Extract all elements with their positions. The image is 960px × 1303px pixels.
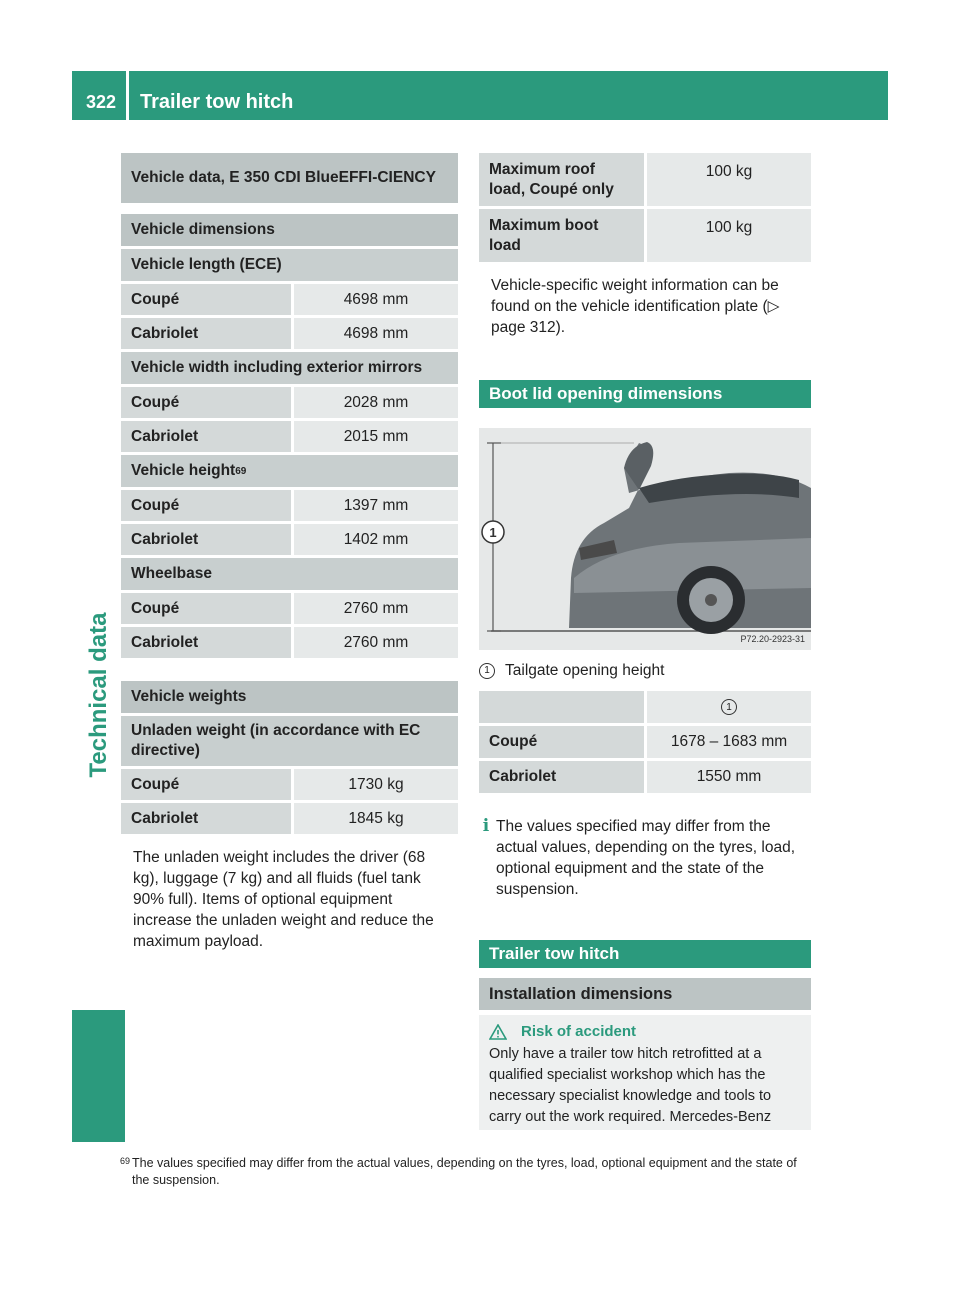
table-row (121, 627, 458, 658)
page-title: Trailer tow hitch (140, 91, 294, 113)
row-value: 2015 mm (294, 421, 458, 452)
row-label: Cabriolet (121, 421, 291, 452)
row-value: 4698 mm (294, 284, 458, 315)
table-row (121, 421, 458, 452)
unladen-header: Unladen weight (in accordance with EC directive) (121, 716, 458, 766)
vehicle-dimensions-header: Vehicle dimensions (121, 214, 458, 246)
row-label: Cabriolet (121, 318, 291, 349)
boot-lid-title: Boot lid opening dimensions (479, 380, 811, 408)
empty-header-cell (479, 691, 644, 723)
installation-header: Installation dimensions (479, 978, 811, 1010)
warning-triangle-icon (489, 1024, 507, 1040)
image-code: P72.20-2923-31 (740, 634, 805, 644)
row-value: 2028 mm (294, 387, 458, 418)
row-label: Coupé (121, 387, 291, 418)
wheelbase-header: Wheelbase (121, 558, 458, 590)
row-value: 1845 kg (294, 803, 458, 834)
row-value: 1397 mm (294, 490, 458, 521)
footnote-number: 69 (120, 1156, 131, 1166)
header-divider (126, 71, 129, 120)
table-row (479, 726, 811, 758)
left-column (121, 153, 458, 952)
row-value: 1730 kg (294, 769, 458, 800)
boot-lid-illustration (479, 428, 811, 650)
side-tab-label-wrap (72, 560, 125, 830)
table-row (479, 761, 811, 793)
row-label: Coupé (121, 769, 291, 800)
row-label: Maximum roof load, Coupé only (479, 153, 644, 206)
trailer-title: Trailer tow hitch (479, 940, 811, 968)
table-header-row (479, 691, 811, 723)
row-value: 2760 mm (294, 593, 458, 624)
row-label: Cabriolet (121, 524, 291, 555)
row-value: 4698 mm (294, 318, 458, 349)
row-value: 100 kg (647, 209, 811, 262)
row-label: Cabriolet (121, 803, 291, 834)
row-label: Coupé (121, 490, 291, 521)
row-label: Cabriolet (121, 627, 291, 658)
info-note: i The values specified may differ from the actual values, depending on the tyres, load, optional equipment and the state of the suspension. (479, 796, 811, 900)
row-value: 1550 mm (647, 761, 811, 793)
callout-legend: 1 Tailgate opening height (479, 650, 811, 681)
row-value: 100 kg (647, 153, 811, 206)
table-row (479, 209, 811, 262)
height-header: Vehicle height 69 (121, 455, 458, 487)
warning-box (479, 1015, 811, 1130)
width-header: Vehicle width including exterior mirrors (121, 352, 458, 384)
row-label: Coupé (479, 726, 644, 758)
row-value: 2760 mm (294, 627, 458, 658)
table-row (121, 803, 458, 834)
table-row (121, 318, 458, 349)
row-value: 1402 mm (294, 524, 458, 555)
row-value: 1678 – 1683 mm (647, 726, 811, 758)
table-row (121, 490, 458, 521)
side-tab-label: Technical data (84, 612, 112, 778)
row-label: Coupé (121, 284, 291, 315)
warning-text: Only have a trailer tow hitch retrofitted at a qualified specialist workshop which has the necessary specialist knowledge and tools to carry out the work required. Mercedes-Benz (489, 1046, 772, 1125)
row-label: Coupé (121, 593, 291, 624)
table-row (121, 284, 458, 315)
footnote-ref: 69 (235, 465, 247, 477)
callout-marker-icon: 1 (479, 663, 495, 679)
right-column (479, 153, 811, 1130)
marker-1-icon: 1 (721, 699, 737, 715)
column-marker (647, 691, 811, 723)
svg-text:1: 1 (489, 525, 497, 540)
weight-info: Vehicle-specific weight information can be found on the vehicle identification plate (▷ page 312). (491, 277, 780, 336)
vehicle-data-title: Vehicle data, E 350 CDI BlueEFFI-CIENCY (121, 153, 458, 203)
side-tab-block (72, 1010, 125, 1142)
table-row (479, 153, 811, 206)
footnote: 69 The values specified may differ from the actual values, depending on the tyres, load, optional equipment and the state of the suspension. (132, 1155, 812, 1189)
table-row (121, 387, 458, 418)
car-rear-icon (479, 428, 811, 650)
vehicle-weights-header: Vehicle weights (121, 681, 458, 713)
row-label: Maximum boot load (479, 209, 644, 262)
warning-title-row: Risk of accident (489, 1023, 799, 1040)
info-icon: i (482, 815, 490, 836)
table-row (121, 769, 458, 800)
unladen-note: The unladen weight includes the driver (68 kg), luggage (7 kg) and all fluids (fuel tank 90% full). Items of optional equipment increase the unladen weight and reduce the maximum payload. (133, 849, 434, 950)
table-row (121, 524, 458, 555)
table-row (121, 593, 458, 624)
row-label: Cabriolet (479, 761, 644, 793)
page-number: 322 (86, 92, 117, 112)
length-header: Vehicle length (ECE) (121, 249, 458, 281)
